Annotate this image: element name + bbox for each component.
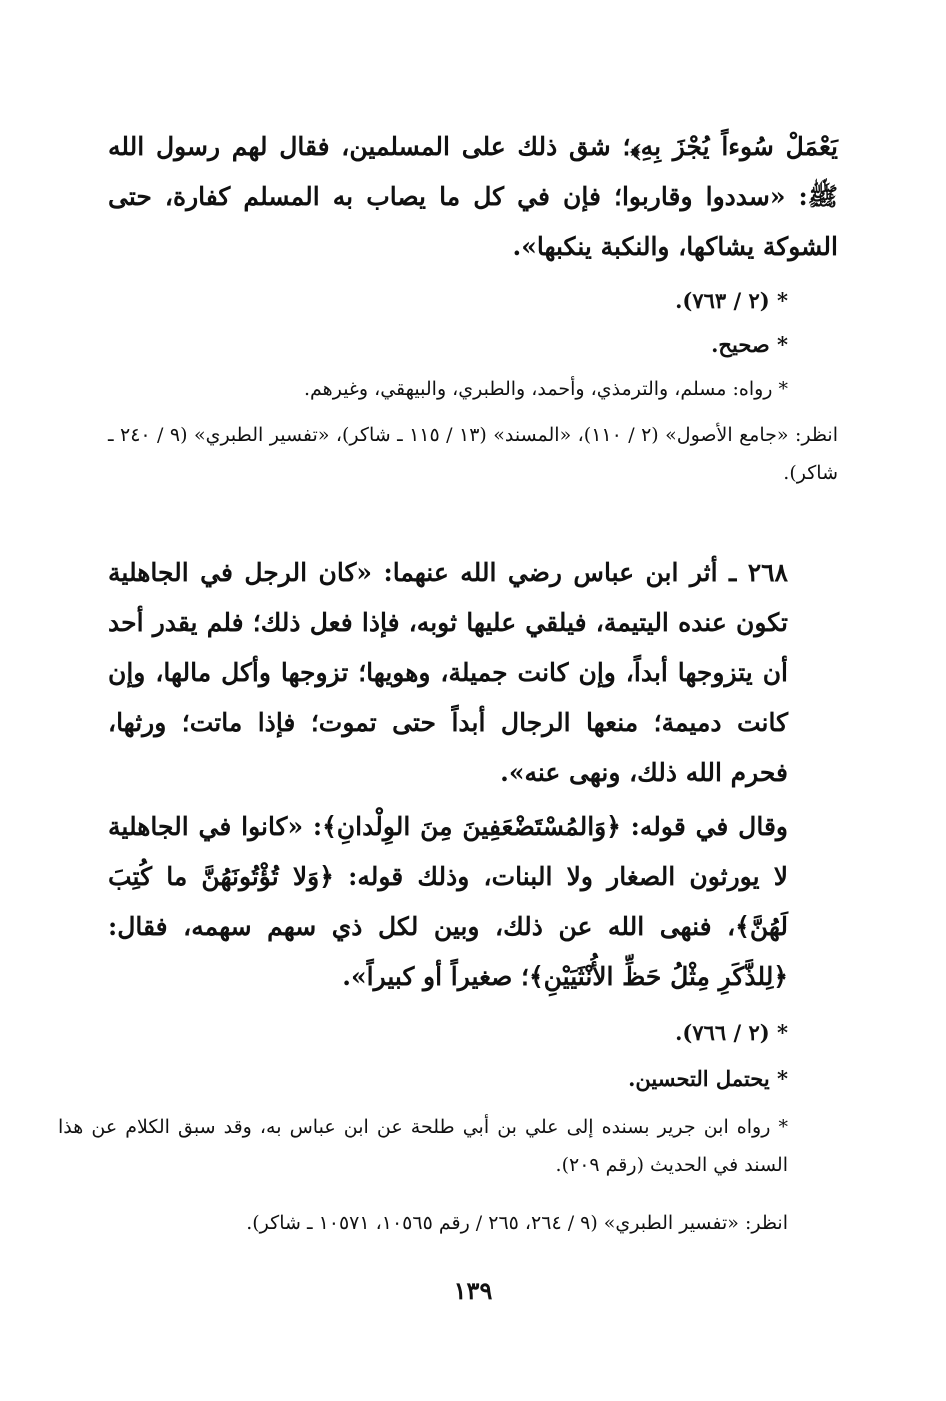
narrators-note: * رواه: مسلم، والترمذي، وأحمد، والطبري، والبيهقي، وغيرهم.: [304, 378, 788, 400]
grade-note: * صحيح.: [711, 332, 788, 357]
reference-note-2: * (٢ / ٧٦٦).: [675, 1020, 788, 1045]
narration-note: * رواه ابن جرير بسنده إلى علي بن أبي طلحة عن ابن عباس به، وقد سبق الكلام عن هذا السند في الحديث (رقم ٢٠٩).: [58, 1116, 788, 1176]
athar-268-commentary: [108, 802, 838, 1002]
see-also-note-2: انظر: «تفسير الطبري» (٩ / ٢٦٤، ٢٦٥ / رقم ١٠٥٦٥، ١٠٥٧١ ـ شاكر).: [246, 1212, 788, 1234]
page-number: ١٣٩: [453, 1276, 493, 1305]
athar-268-text: [108, 548, 838, 798]
reference-note: * (٢ / ٧٦٣).: [675, 288, 788, 313]
athar-268-paragraph: ٢٦٨ ـ أثر ابن عباس رضي الله عنهما: «كان الرجل في الجاهلية تكون عنده اليتيمة، فيلقي عليها ثوبه، فإذا فعل ذلك؛ فلم يقدر أحد أن يتزوجها أبداً، وإن كانت جميلة، وهويها؛ تزوجها وأكل مالها، وإن كانت دميمة؛ منعها الرجال أبداً حتى تموت؛ فإذا ماتت؛ ورثها، فحرم الله ذلك، ونهى عنه».: [108, 558, 788, 787]
grade-note-2: * يحتمل التحسين.: [628, 1066, 788, 1091]
see-also-note: انظر: «جامع الأصول» (٢ / ١١٠)، «المسند» (١٣ / ١١٥ ـ شاكر)، «تفسير الطبري» (٩ / ٢٤٠ ـ شاكر).: [108, 424, 838, 484]
hadith-text-continued: يَعْمَلْ سُوءاً يُجْزَ بِهِ﴾؛ شق ذلك على المسلمين، فقال لهم رسول الله ﷺ: «سددوا وقاربوا؛ فإن في كل ما يصاب به المسلم كفارة، حتى الشوكة يشاكها، والنكبة ينكبها».: [108, 132, 838, 261]
commentary-paragraph: وقال في قوله: ﴿وَالمُسْتَضْعَفِينَ مِنَ الوِلْدانِ﴾: «كانوا في الجاهلية لا يورثون الصغار ولا البنات، وذلك قوله: ﴿وَلا تُؤْتُونَهُنَّ ما كُتِبَ لَهُنَّ﴾، فنهى الله عن ذلك، وبين لكل ذي سهم سهمه، فقال: ﴿لِلذَّكَرِ مِثْلُ حَظِّ الأُنْثَيَيْنِ﴾؛ صغيراً أو كبيراً».: [108, 812, 788, 991]
